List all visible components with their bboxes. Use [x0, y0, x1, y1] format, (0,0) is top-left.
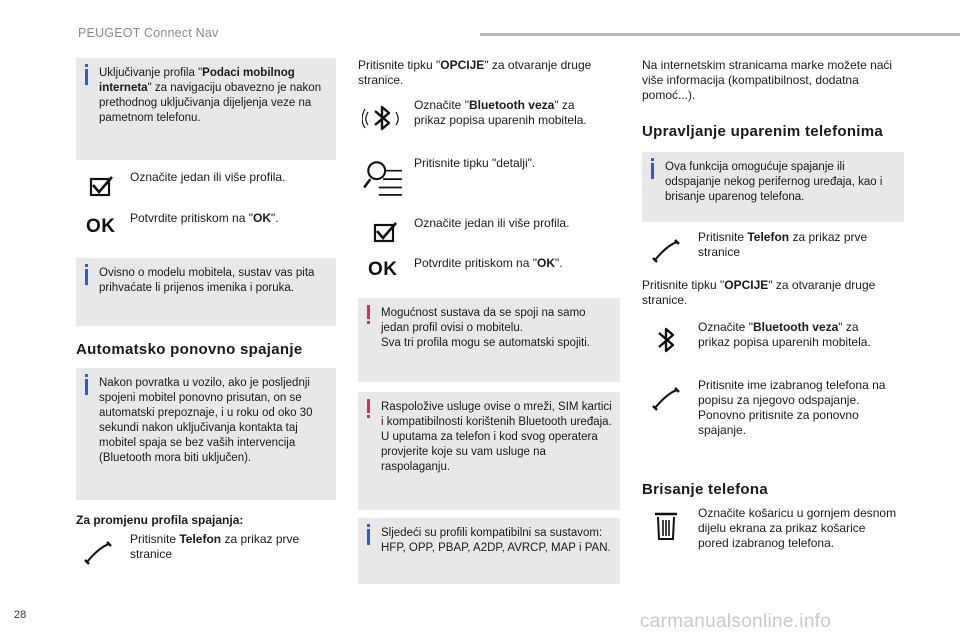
heading-auto-reconnect: Automatsko ponovno spajanje	[76, 341, 303, 358]
warning-icon	[367, 399, 370, 413]
info-note-profiles: Sljedeći su profili kompatibilni sa sustavom: HFP, OPP, PBAP, A2DP, AVRCP, MAP i PAN.	[358, 518, 620, 584]
info-icon	[85, 64, 88, 67]
watermark: carmanualsonline.info	[640, 611, 832, 632]
ok-icon: OK	[86, 216, 116, 237]
checkbox-icon	[362, 216, 402, 256]
step-bluetooth-2: Označite "Bluetooth veza" za prikaz popisa uparenih mobitela.	[646, 320, 904, 360]
step-details: Pritisnite tipku "detalji".	[362, 156, 620, 200]
step-bluetooth: Označite "Bluetooth veza" za prikaz popisa uparenih mobitela.	[362, 98, 620, 138]
info-note-auto-reconnect: Nakon povratka u vozilo, ako je posljednji spojeni mobitel ponovno prisutan, on se automatski prepoznaje, i u roku od oko 30 sekundi nakon uključivanja kontakta taj mobitel spaja se bez vaših intervencija (Bluetooth mora biti uključen).	[76, 368, 336, 500]
step-select-profiles-2: Označite jedan ili više profila.	[362, 216, 620, 246]
heading-manage-paired: Upravljanje uparenim telefonima	[642, 123, 884, 140]
running-header: PEUGEOT Connect Nav	[78, 26, 219, 40]
ok-icon: OK	[368, 259, 398, 280]
step-select-profiles: Označite jedan ili više profila.	[78, 170, 338, 200]
warning-icon	[367, 305, 370, 319]
header-rule	[480, 33, 960, 36]
phone-handset-icon	[646, 378, 686, 418]
step-press-name: Pritisnite ime izabranog telefona na popisu za njegovo odspajanje. Ponovno pritisnite za ponovno spajanje.	[646, 378, 904, 442]
bluetooth-icon	[362, 98, 402, 138]
details-search-icon	[362, 156, 404, 198]
info-note-phone-model: Ovisno o modelu mobitela, sustav vas pita prihvaćate li prijenos imenika i poruka.	[76, 258, 336, 326]
phone-handset-icon	[78, 532, 118, 572]
info-note-manage: Ova funkcija omogućuje spajanje ili odspajanje nekog perifernog uređaja, kao i brisanje uparenog telefona.	[642, 152, 904, 222]
heading-delete-phone: Brisanje telefona	[642, 481, 768, 498]
info-icon	[651, 158, 654, 161]
step-confirm-ok: OK Potvrdite pritiskom na "OK".	[78, 211, 338, 241]
info-note-text: Uključivanje profila "Podaci mobilnog interneta" za navigaciju obavezno je nakon prethodnog uključivanja dijeljenja veze na pametnom telefonu.	[99, 67, 322, 124]
info-note-mobile-data	[76, 58, 336, 160]
bluetooth-icon	[646, 320, 686, 360]
trash-bin-icon	[646, 506, 686, 546]
warning-note-one-profile: Mogućnost sustava da se spoji na samo jedan profil ovisi o mobitelu. Sva tri profila mogu se automatski spojiti.	[358, 298, 620, 382]
phone-handset-icon	[646, 230, 686, 270]
web-info-text: Na internetskim stranicama marke možete naći više informacija (kompatibilnost, dodatna pomoć...).	[642, 58, 893, 102]
info-icon	[85, 374, 88, 377]
page-number: 28	[14, 609, 27, 621]
step-delete-phone: Označite košaricu u gornjem desnom dijelu ekrana za prikaz košarice pored izabranog telefona.	[646, 506, 904, 556]
options-instruction: Pritisnite tipku "OPCIJE" za otvaranje druge stranice.	[358, 58, 592, 87]
step-confirm-ok-2: OK Potvrdite pritiskom na "OK".	[362, 256, 620, 286]
step-press-phone: Pritisnite Telefon za prikaz prve stranice	[78, 532, 338, 568]
change-profile-label: Za promjenu profila spajanja:	[76, 513, 244, 527]
info-icon	[367, 524, 370, 527]
checkbox-icon	[78, 170, 118, 210]
warning-note-services: Raspoložive usluge ovise o mreži, SIM kartici i kompatibilnosti korištenih Bluetooth uređaja. U uputama za telefon i kod svog operatera provjerite koje su vam usluge na raspolaganju.	[358, 392, 620, 510]
info-icon	[85, 264, 88, 267]
options-instruction-2: Pritisnite tipku "OPCIJE" za otvaranje druge stranice.	[642, 278, 876, 307]
step-press-phone-2: Pritisnite Telefon za prikaz prve stranice	[646, 230, 904, 266]
